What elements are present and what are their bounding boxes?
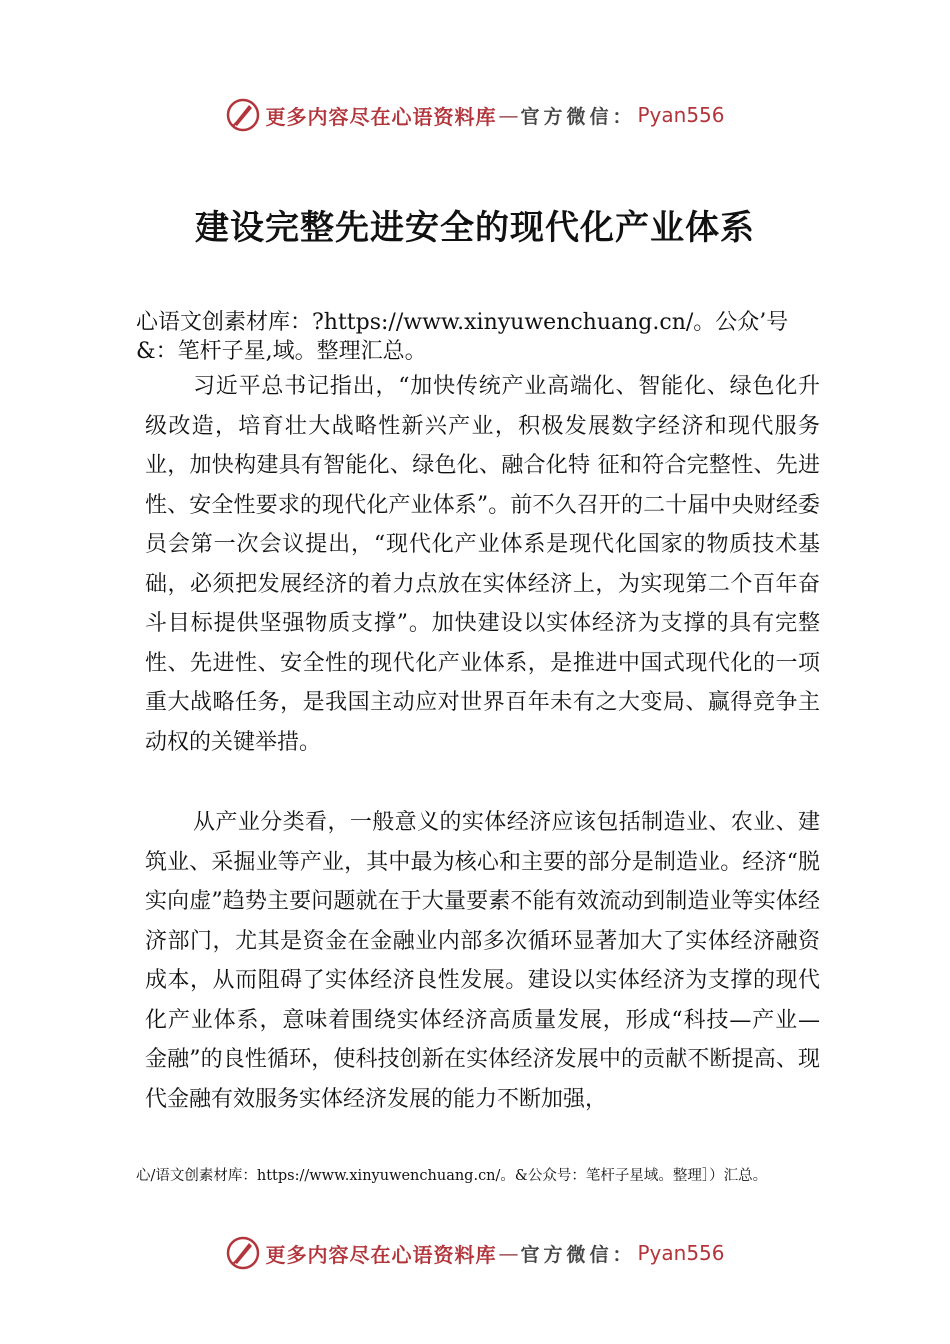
banner-wechat-id: Pyan556 [637,1241,725,1265]
banner-main-text: 更多内容尽在心语资料库 [265,1242,497,1267]
paragraph-2: 从产业分类看，一般意义的实体经济应该包括制造业、农业、建筑业、采掘业等产业，其中最为核心和主要的部分是制造业。经济“脱实向虚”趋势主要问题就在于大量要素不能有效流动到制造业等实体经济部门，尤其是资金在金融业内部多次循环显著加大了实体经济融资成本，从而阻碍了实体经济良性发展。建设以实体经济为支撑的现代化产业体系，意味着围绕实体经济高质量发展，形成“科技—产业— 金融”的良性循环，使科技创新在实体经济发展中的贡献不断提高、现代金融有效服务实体经济发展的能力不断加强， [145,810,820,1112]
quill-logo-icon [225,97,261,133]
banner-wechat-id: Pyan556 [637,103,725,127]
banner-main-text: 更多内容尽在心语资料库 [265,104,497,129]
bottom-banner [0,1231,950,1275]
banner-dash: — [498,1241,519,1265]
quill-logo-icon [225,1235,261,1271]
banner-dash: — [498,103,519,127]
banner-wechat-label: 官方微信： [520,105,636,128]
top-banner [0,93,950,137]
document-title: 建设完整先进安全的现代化产业体系 [195,208,755,248]
paragraph-1: 习近平总书记指出，“加快传统产业高端化、智能化、绿色化升级改造，培育壮大战略性新兴产业，积极发展数字经济和现代服务业，加快构建具有智能化、绿色化、融合化特 征和符合完整性、先进性、安全性要求的现代化产业体系”。前不久召开的二十届中央财经委员会第一次会议提出，“现代化产业体系是现代化国家的物质技术基础，必须把发展经济的着力点放在实体经济上，为实现第二个百年奋斗目标提供坚强物质支撑”。加快建设以实体经济为支撑的具有完整 性、先进性、安全性的现代化产业体系，是推进中国式现代化的一项重大战略任务，是我国主动应对世界百年未有之大变局、赢得竞争主动权的关键举措。 [145,374,820,755]
source-line: 心语文创素材库：?https://www.xinyuwenchuang.cn/。公众’号&：笔杆子星,域。整理汇总。 [136,310,789,364]
banner-wechat-label: 官方微信： [520,1243,636,1266]
footer-note: 心/语文创素材库：https://www.xinyuwenchuang.cn/。&公众号：笔杆子星域。整理］）汇总。 [136,1168,768,1184]
